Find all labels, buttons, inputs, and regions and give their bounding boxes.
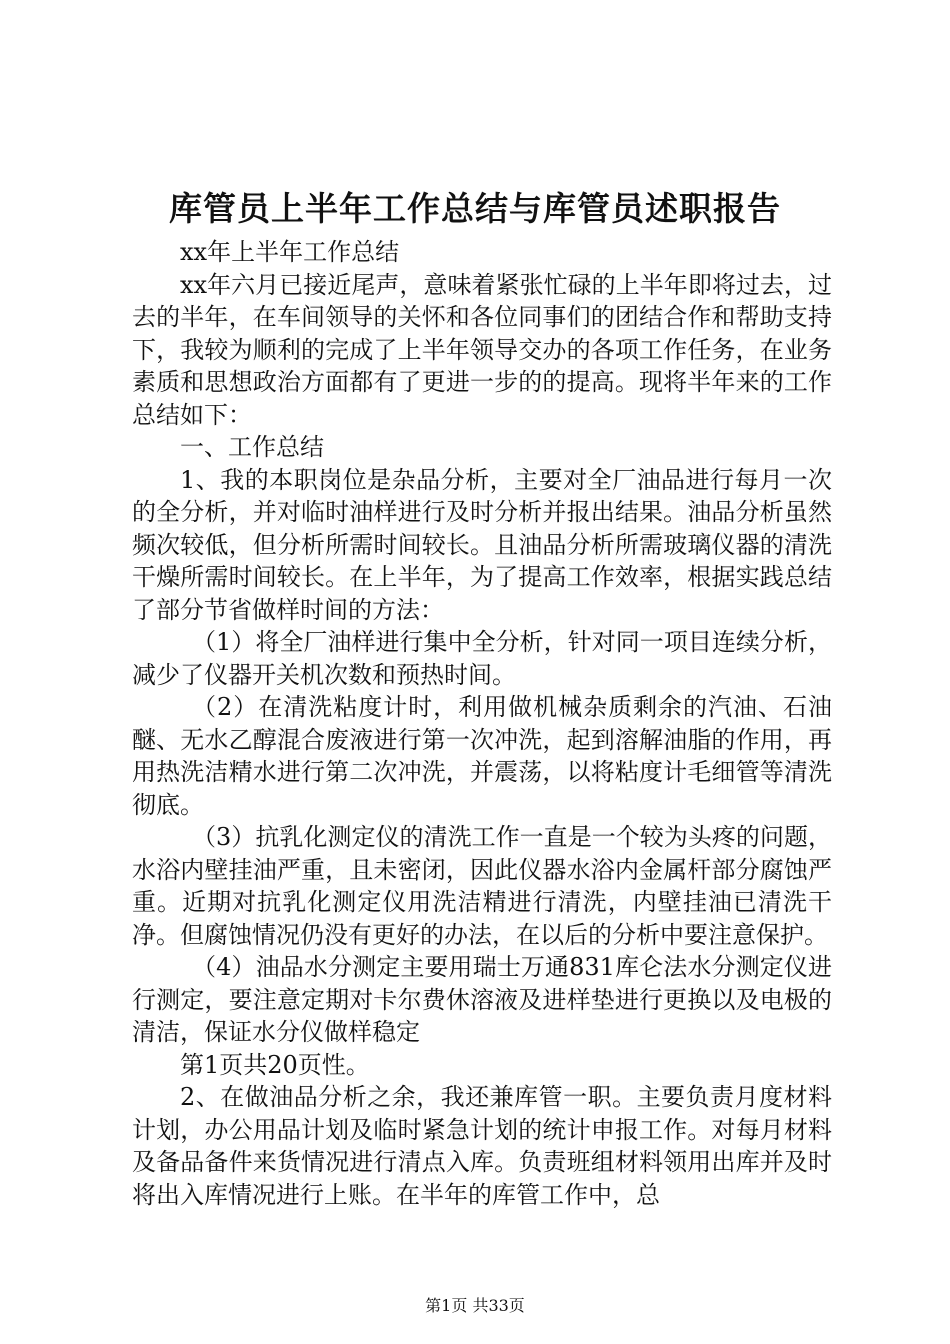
paragraph-subitem-1: （1）将全厂油样进行集中全分析，针对同一项目连续分析，减少了仪器开关机次数和预热时间。 — [132, 628, 832, 689]
section-heading-work-summary: 一、工作总结 — [180, 433, 324, 461]
paragraph-subitem-3: （3）抗乳化测定仪的清洗工作一直是一个较为头疼的问题，水浴内壁挂油严重，且未密闭，因此仪器水浴内金属杆部分腐蚀严重。近期对抗乳化测定仪用洗洁精进行清洗，内壁挂油已清洗干净。但腐蚀情况仍没有更好的办法，在以后的分析中要注意保护。 — [132, 823, 832, 949]
paragraph-item-1: 1、我的本职岗位是杂品分析，主要对全厂油品进行每月一次的全分析，并对临时油样进行及时分析并报出结果。油品分析虽然频次较低，但分析所需时间较长。且油品分析所需玻璃仪器的清洗干燥所需时间较长。在上半年，为了提高工作效率，根据实践总结了部分节省做样时间的方法： — [132, 465, 832, 624]
section-heading-half-year-summary: xx年上半年工作总结 — [180, 238, 400, 266]
paragraph-item-2: 2、在做油品分析之余，我还兼库管一职。主要负责月度材料计划，办公用品计划及临时紧急计划的统计申报工作。对每月材料及备品备件来货情况进行清点入库。负责班组材料领用出库并及时将出入库情况进行上账。在半年的库管工作中，总 — [132, 1083, 832, 1209]
intro-paragraph: xx年六月已接近尾声，意味着紧张忙碌的上半年即将过去，过去的半年，在车间领导的关怀和各位同事们的团结合作和帮助支持下，我较为顺利的完成了上半年领导交办的各项工作任务，在业务素质和思想政治方面都有了更进一步的的提高。现将半年来的工作总结如下： — [132, 270, 832, 429]
document-body — [132, 236, 832, 1211]
inline-page-note: 第1页共20页性。 — [180, 1050, 370, 1079]
document-title: 库管员上半年工作总结与库管员述职报告 — [169, 189, 781, 228]
paragraph-subitem-4: （4）油品水分测定主要用瑞士万通831库仑法水分测定仪进行测定，要注意定期对卡尔费休溶液及进样垫进行更换以及电极的清洁，保证水分仪做样稳定 — [132, 953, 832, 1046]
page-footer: 第1页 共33页 — [425, 1296, 525, 1315]
paragraph-subitem-2: （2）在清洗粘度计时，利用做机械杂质剩余的汽油、石油醚、无水乙醇混合废液进行第一次冲洗，起到溶解油脂的作用，再用热洗洁精水进行第二次冲洗，并震荡，以将粘度计毛细管等清洗彻底。 — [132, 693, 832, 819]
